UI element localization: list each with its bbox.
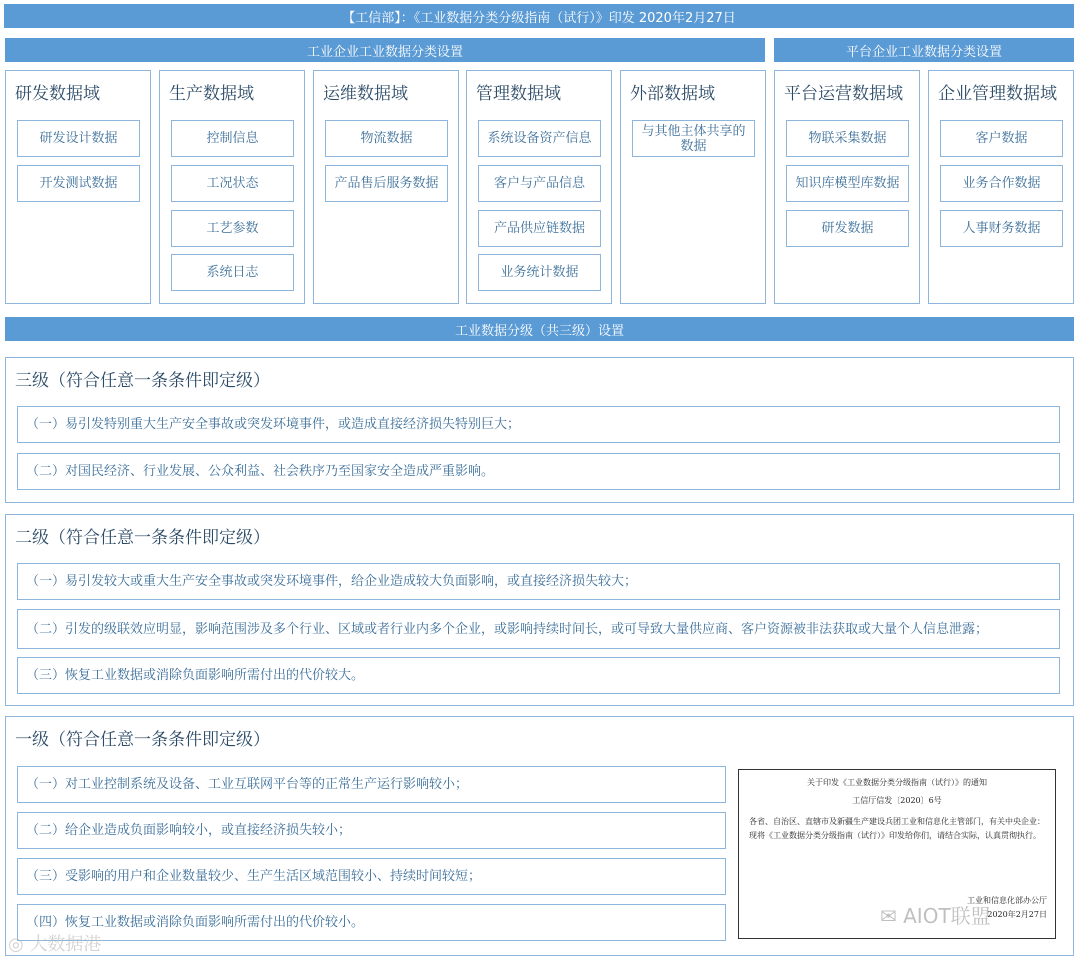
domain-title: 企业管理数据域 <box>938 84 1057 104</box>
domain-item: 产品供应链数据 <box>478 210 601 247</box>
level-condition: （二）对国民经济、行业发展、公众利益、社会秩序乃至国家安全造成严重影响。 <box>17 453 1060 490</box>
domain-title: 管理数据域 <box>476 84 561 104</box>
domain-item: 控制信息 <box>171 120 294 157</box>
domain-item: 工况状态 <box>171 165 294 202</box>
watermark-text: AIOT联盟 <box>903 904 991 928</box>
domain-title: 生产数据域 <box>169 84 254 104</box>
domain-enterprise-mgmt <box>928 70 1074 304</box>
domain-title: 外部数据域 <box>630 84 715 104</box>
domain-platform-ops <box>774 70 920 304</box>
platform-section-header: 平台企业工业数据分类设置 <box>774 38 1074 62</box>
level-condition: （三）受影响的用户和企业数量较少、生产生活区域范围较小、持续时间较短； <box>17 858 726 895</box>
level-condition: （一）对工业控制系统及设备、工业互联网平台等的正常生产运行影响较小； <box>17 766 726 803</box>
domain-item: 物联采集数据 <box>786 120 909 157</box>
page-header: 【工信部】：《工业数据分类分级指南（试行）》印发 2020年2月27日 <box>4 4 1074 28</box>
domain-item: 系统日志 <box>171 254 294 291</box>
level-condition: （二）引发的级联效应明显，影响范围涉及多个行业、区域或者行业内多个企业，或影响持续时间长，或可导致大量供应商、客户资源被非法获取或大量个人信息泄露； <box>17 609 1060 649</box>
domain-item: 开发测试数据 <box>17 165 140 202</box>
domain-item: 工艺参数 <box>171 210 294 247</box>
domain-production <box>159 70 305 304</box>
domain-title: 运维数据域 <box>323 84 408 104</box>
notice-body: 各省、自治区、直辖市及新疆生产建设兵团工业和信息化主管部门，有关中央企业：现将《工业数据分类分级指南（试行）》印发给你们，请结合实际，认真贯彻执行。 <box>749 817 1045 840</box>
watermark-bigdata <box>8 930 101 956</box>
level-condition: （一）易引发较大或重大生产安全事故或突发环境事件，给企业造成较大负面影响，或直接经济损失较大； <box>17 563 1060 600</box>
level-condition: （一）易引发特别重大生产安全事故或突发环境事件，或造成直接经济损失特别巨大； <box>17 406 1060 443</box>
domain-item: 业务合作数据 <box>940 165 1063 202</box>
domain-title: 研发数据域 <box>15 84 100 104</box>
domain-item: 研发设计数据 <box>17 120 140 157</box>
level-title: 三级（符合任意一条条件即定级） <box>15 371 270 391</box>
notice-signature: 工业和信息化部办公厅 <box>967 896 1047 905</box>
wechat-icon: ✉ <box>880 904 904 928</box>
domain-item: 研发数据 <box>786 210 909 247</box>
level-condition: （四）恢复工业数据或消除负面影响所需付出的代价较小。 <box>17 904 726 941</box>
domain-item: 产品售后服务数据 <box>325 165 448 202</box>
domain-item: 系统设备资产信息 <box>478 120 601 157</box>
notice-title: 关于印发《工业数据分类分级指南（试行）》的通知 <box>807 778 987 787</box>
level-title: 一级（符合任意一条条件即定级） <box>15 730 270 750</box>
domain-item: 人事财务数据 <box>940 210 1063 247</box>
domain-operations <box>313 70 459 304</box>
domain-item: 客户数据 <box>940 120 1063 157</box>
notice-date: 2020年2月27日 <box>987 910 1047 919</box>
domain-management <box>466 70 612 304</box>
domain-rd <box>5 70 151 304</box>
level-condition: （二）给企业造成负面影响较小，或直接经济损失较小； <box>17 812 726 849</box>
grading-section-header: 工业数据分级（共三级）设置 <box>5 317 1074 341</box>
domain-item: 与其他主体共享的数据 <box>632 120 755 157</box>
level-3 <box>5 357 1074 503</box>
industrial-section-header: 工业企业工业数据分类设置 <box>5 38 765 62</box>
domain-item: 业务统计数据 <box>478 254 601 291</box>
notice-number: 工信厅信发〔2020〕6号 <box>852 796 942 805</box>
logo-icon: ◎ <box>8 934 30 955</box>
watermark-aiot <box>880 900 991 929</box>
level-title: 二级（符合任意一条条件即定级） <box>15 528 270 548</box>
domain-external <box>620 70 766 304</box>
level-2 <box>5 514 1074 706</box>
domain-item: 客户与产品信息 <box>478 165 601 202</box>
domain-title: 平台运营数据域 <box>784 84 903 104</box>
watermark-text: 大数据港 <box>29 934 102 955</box>
domain-item: 知识库模型库数据 <box>786 165 909 202</box>
domain-item: 物流数据 <box>325 120 448 157</box>
level-condition: （三）恢复工业数据或消除负面影响所需付出的代价较大。 <box>17 657 1060 694</box>
